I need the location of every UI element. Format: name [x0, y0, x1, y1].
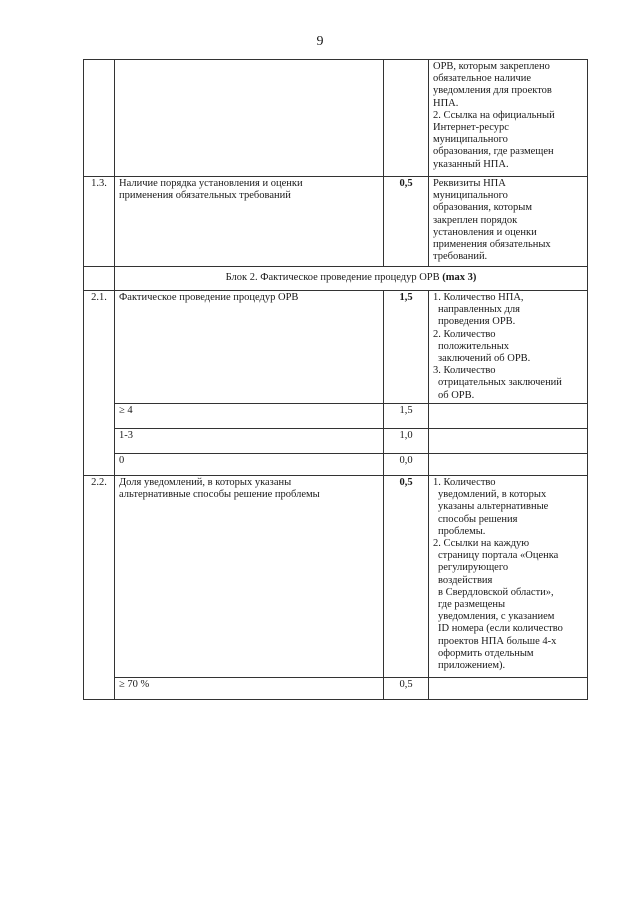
documents-cell: [429, 476, 588, 678]
documents-line: проектов НПА больше 4-х: [438, 635, 557, 647]
table-row: [84, 291, 588, 404]
criterion-line: Наличие порядка установления и оценки: [119, 178, 303, 189]
row-number-cell: [84, 267, 115, 291]
block-max: (max 3): [442, 272, 477, 284]
documents-cell: [429, 454, 588, 476]
documents-line: 1. Количество НПА,: [433, 292, 524, 303]
block-header-row: [84, 267, 588, 291]
table-row: [84, 476, 588, 678]
documents-line: где размещены: [438, 599, 506, 611]
score-cell: 1,5: [384, 291, 429, 404]
documents-line: Реквизиты НПА: [433, 178, 506, 189]
score-cell: 0,5: [384, 476, 429, 678]
documents-cell: [429, 678, 588, 700]
sub-score-cell: 1,5: [384, 404, 429, 429]
documents-line: уведомления, с указанием: [438, 611, 555, 623]
documents-cell: [429, 429, 588, 454]
criterion-cell: [115, 177, 384, 267]
page-number: 9: [316, 34, 324, 49]
documents-line: муниципального: [433, 134, 508, 146]
documents-line: приложением).: [438, 660, 506, 672]
documents-line: 2. Количество: [433, 328, 496, 340]
documents-line: требований.: [433, 251, 488, 263]
documents-line: способы решения: [438, 513, 518, 525]
sub-criterion-cell: ≥ 4: [115, 404, 384, 429]
documents-line: указанный НПА.: [433, 158, 509, 170]
table-row: [84, 60, 588, 177]
documents-line: закреплен порядок: [433, 214, 518, 226]
sub-criterion-cell: ≥ 70 %: [115, 678, 384, 700]
row-number-cell: 2.1.: [84, 291, 115, 476]
criterion-cell: [115, 60, 384, 177]
documents-line: образования, где размещен: [433, 146, 554, 158]
block-title-cell: [115, 267, 588, 291]
row-number-cell: [84, 60, 115, 177]
criterion-line: Доля уведомлений, в которых указаны: [119, 477, 292, 488]
documents-line: проведения ОРВ.: [438, 316, 516, 328]
documents-line: страницу портала «Оценка: [438, 550, 559, 562]
documents-line: уведомления для проектов: [433, 85, 552, 97]
documents-line: муниципального: [433, 190, 508, 202]
documents-cell: [429, 291, 588, 404]
criterion-cell: [115, 476, 384, 678]
evaluation-table: [83, 59, 588, 700]
documents-line: ID номера (если количество: [438, 623, 563, 635]
documents-line: образования, которым: [433, 202, 532, 214]
documents-line: проблемы.: [438, 525, 486, 537]
sub-criterion-cell: 1-3: [115, 429, 384, 454]
sub-score-cell: 0,0: [384, 454, 429, 476]
documents-line: обязательное наличие: [433, 73, 532, 85]
sub-row: [84, 454, 588, 476]
documents-line: 1. Количество: [433, 477, 496, 488]
criterion-line: альтернативные способы решение проблемы: [119, 489, 320, 501]
row-number-cell: 1.3.: [84, 177, 115, 267]
sub-criterion-cell: 0: [115, 454, 384, 476]
score-cell: 0,5: [384, 177, 429, 267]
documents-line: установления и оценки: [433, 226, 537, 238]
documents-line: 2. Ссылка на официальный: [433, 109, 555, 121]
row-number-cell: 2.2.: [84, 476, 115, 700]
sub-row: [84, 429, 588, 454]
documents-line: положительных: [438, 340, 510, 352]
documents-line: заключений об ОРВ.: [438, 353, 531, 365]
documents-line: 2. Ссылки на каждую: [433, 538, 530, 550]
documents-line: Интернет-ресурс: [433, 122, 509, 134]
criterion-line: применения обязательных требований: [119, 190, 291, 202]
documents-line: оформить отдельным: [438, 647, 534, 659]
documents-cell: [429, 177, 588, 267]
sub-row: [84, 404, 588, 429]
sub-score-cell: 1,0: [384, 429, 429, 454]
documents-line: направленных для: [438, 304, 520, 316]
documents-line: НПА.: [433, 97, 459, 109]
documents-line: уведомлений, в которых: [438, 489, 547, 501]
documents-line: ОРВ, которым закреплено: [433, 61, 550, 72]
documents-line: воздействия: [438, 574, 493, 586]
documents-line: 3. Количество: [433, 365, 496, 377]
documents-cell: [429, 60, 588, 177]
documents-line: регулирующего: [438, 562, 509, 574]
documents-line: применения обязательных: [433, 239, 551, 251]
documents-cell: [429, 404, 588, 429]
documents-line: отрицательных заключений: [438, 377, 562, 389]
table-row: [84, 177, 588, 267]
documents-line: об ОРВ.: [438, 389, 475, 401]
score-cell: [384, 60, 429, 177]
documents-line: указаны альтернативные: [438, 501, 549, 513]
sub-row: [84, 678, 588, 700]
criterion-cell: Фактическое проведение процедур ОРВ: [115, 291, 384, 404]
block-title: Блок 2. Фактическое проведение процедур ОРВ: [225, 272, 440, 284]
sub-score-cell: 0,5: [384, 678, 429, 700]
documents-line: в Свердловской области»,: [438, 586, 554, 598]
